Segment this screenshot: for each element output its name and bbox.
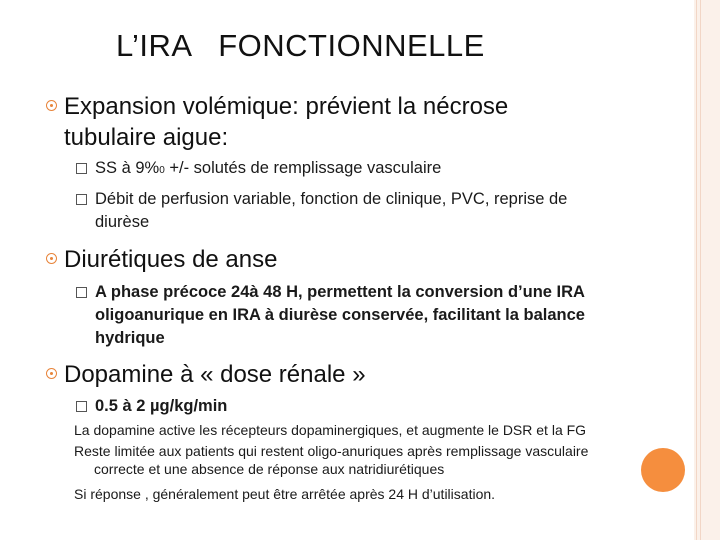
item-text-rest: +/- solutés de remplissage vasculaire xyxy=(164,159,442,177)
item-text-line2: diurèse xyxy=(95,213,150,231)
circle-bullet-icon xyxy=(46,368,57,379)
circle-bullet-icon xyxy=(46,253,57,264)
section-expansion-volemique xyxy=(46,90,676,123)
square-bullet-icon xyxy=(76,194,87,205)
note-text-line2: correcte et une absence de réponse aux natridiurétiques xyxy=(94,461,445,477)
note-line: Reste limitée aux patients qui restent oligo-anuriques après remplissage vasculaire xyxy=(74,443,589,459)
section-heading: Diurétiques de anse xyxy=(64,246,278,273)
list-item-continuation xyxy=(76,212,676,233)
item-text-line2: oligoanurique en IRA à diurèse conservée, facilitant la balance xyxy=(95,306,585,324)
heading-rest: : prévient la nécrose xyxy=(292,93,509,120)
section-diuretiques xyxy=(46,243,676,276)
item-text: 0.5 à 2 µg/kg/min xyxy=(95,397,228,415)
list-item xyxy=(76,158,676,181)
square-bullet-icon xyxy=(76,163,87,174)
list-item-continuation xyxy=(76,328,676,349)
item-text: A phase précoce 24à 48 H, permettent la conversion d’une IRA xyxy=(95,283,585,301)
decorative-border xyxy=(694,0,720,540)
section-heading: Dopamine à « dose rénale » xyxy=(64,361,366,388)
heading-underlined: Expansion volémique xyxy=(64,93,293,120)
list-item xyxy=(76,396,676,417)
note-line: Si réponse , généralement peut être arrêtée après 24 H d’utilisation. xyxy=(74,486,496,502)
list-item-continuation xyxy=(76,305,676,326)
orange-circle-decoration xyxy=(641,448,685,492)
list-item xyxy=(76,282,676,303)
square-bullet-icon xyxy=(76,401,87,412)
square-bullet-icon xyxy=(76,287,87,298)
circle-bullet-icon xyxy=(46,100,57,111)
list-item xyxy=(76,189,676,210)
slide-title: L’IRA FONCTIONNELLE xyxy=(116,28,485,63)
item-subscript: 0 xyxy=(159,165,165,176)
item-text-line3: hydrique xyxy=(95,329,165,347)
note-line-continuation xyxy=(74,461,674,479)
item-text: Débit de perfusion variable, fonction de clinique, PVC, reprise de xyxy=(95,190,568,208)
section-dopamine xyxy=(46,358,676,391)
note-line: La dopamine active les récepteurs dopaminergiques, et augmente le DSR et la FG xyxy=(74,422,587,438)
item-text: SS à 9% xyxy=(95,159,160,177)
section-heading-line2: tubulaire aigue: xyxy=(64,124,229,151)
